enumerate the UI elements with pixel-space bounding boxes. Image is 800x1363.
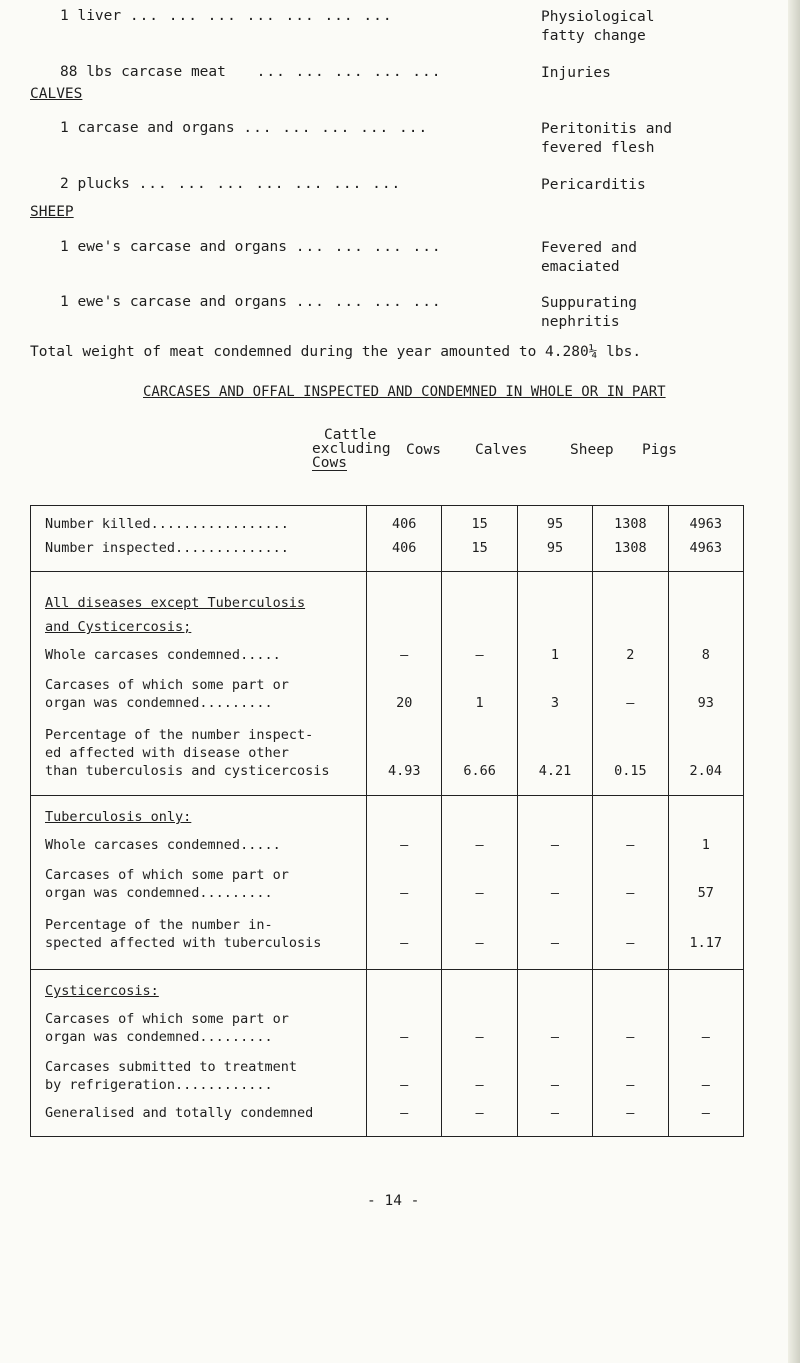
table-row: than tuberculosis and cysticercosis 4.93 6.66 4.21 0.15 2.04	[31, 761, 744, 779]
table-row: Carcases submitted to treatment	[31, 1045, 744, 1075]
table-row: Percentage of the number inspect-	[31, 711, 744, 743]
table-row: and Cysticercosis;	[31, 611, 744, 635]
table-row: Percentage of the number in-	[31, 901, 744, 933]
table-row: All diseases except Tuberculosis	[31, 571, 744, 611]
table-separator	[31, 556, 744, 572]
row-label: Number killed.................	[31, 506, 367, 532]
entry-sheep-fevered-cause: Fevered and emaciated	[541, 240, 638, 275]
table-row: Whole carcases condemned..... – – 1 2 8	[31, 635, 744, 663]
table-row: organ was condemned......... 20 1 3 – 93	[31, 693, 744, 711]
table-row: organ was condemned......... – – – – –	[31, 1027, 744, 1045]
entry-carcase-meat-cause: Injuries	[541, 65, 611, 81]
entry-calf-carcase: 1 carcase and organs ... ... ... ... ...	[60, 120, 429, 136]
table-row: Carcases of which some part or	[31, 853, 744, 883]
inspection-table	[30, 505, 744, 1137]
section-heading-sheep: SHEEP	[30, 204, 74, 220]
table-title: CARCASES AND OFFAL INSPECTED AND CONDEMNED IN WHOLE OR IN PART	[143, 384, 666, 400]
column-heading-cows: Cows	[406, 442, 441, 458]
entry-carcase-meat: 88 lbs carcase meat ... ... ... ... ...	[60, 64, 442, 80]
table-row: Number killed................. 406 15 95 1308 4963	[31, 506, 744, 532]
table-row: spected affected with tuberculosis – – – – 1.17	[31, 933, 744, 951]
entry-sheep-fevered: 1 ewe's carcase and organs ... ... ... ...	[60, 239, 442, 255]
table-row: Tuberculosis only:	[31, 795, 744, 825]
column-heading-pigs: Pigs	[642, 442, 677, 458]
table-row: Generalised and totally condemned – – – – –	[31, 1093, 744, 1121]
table-separator	[31, 951, 744, 969]
entry-liver: 1 liver ... ... ... ... ... ... ...	[60, 8, 393, 24]
table-row: organ was condemned......... – – – – 57	[31, 883, 744, 901]
column-heading-sheep: Sheep	[570, 442, 614, 458]
column-heading-cattle: Cattle excluding Cows	[312, 427, 391, 471]
entry-liver-cause: Physiological fatty change	[541, 9, 655, 44]
column-heading-calves: Calves	[475, 442, 528, 458]
table-separator	[31, 779, 744, 795]
entry-sheep-nephritis: 1 ewe's carcase and organs ... ... ... ...	[60, 294, 442, 310]
table-row: Cysticercosis:	[31, 969, 744, 999]
table-row: ed affected with disease other	[31, 743, 744, 761]
table-row: by refrigeration............ – – – – –	[31, 1075, 744, 1093]
page-number: - 14 -	[367, 1193, 420, 1209]
entry-sheep-nephritis-cause: Suppurating nephritis	[541, 295, 638, 330]
table-row: Whole carcases condemned..... – – – – 1	[31, 825, 744, 853]
entry-calf-carcase-cause: Peritonitis and fevered flesh	[541, 121, 672, 156]
entry-calf-plucks-cause: Pericarditis	[541, 177, 646, 193]
entry-calf-plucks: 2 plucks ... ... ... ... ... ... ...	[60, 176, 402, 192]
table-row: Number inspected.............. 406 15 95 1308 4963	[31, 532, 744, 556]
table-row: Carcases of which some part or	[31, 999, 744, 1027]
table-separator	[31, 1121, 744, 1137]
section-heading-calves: CALVES	[30, 86, 83, 102]
table-row: Carcases of which some part or	[31, 663, 744, 693]
total-weight-statement: Total weight of meat condemned during the year amounted to 4.280¼ lbs.	[30, 344, 642, 360]
